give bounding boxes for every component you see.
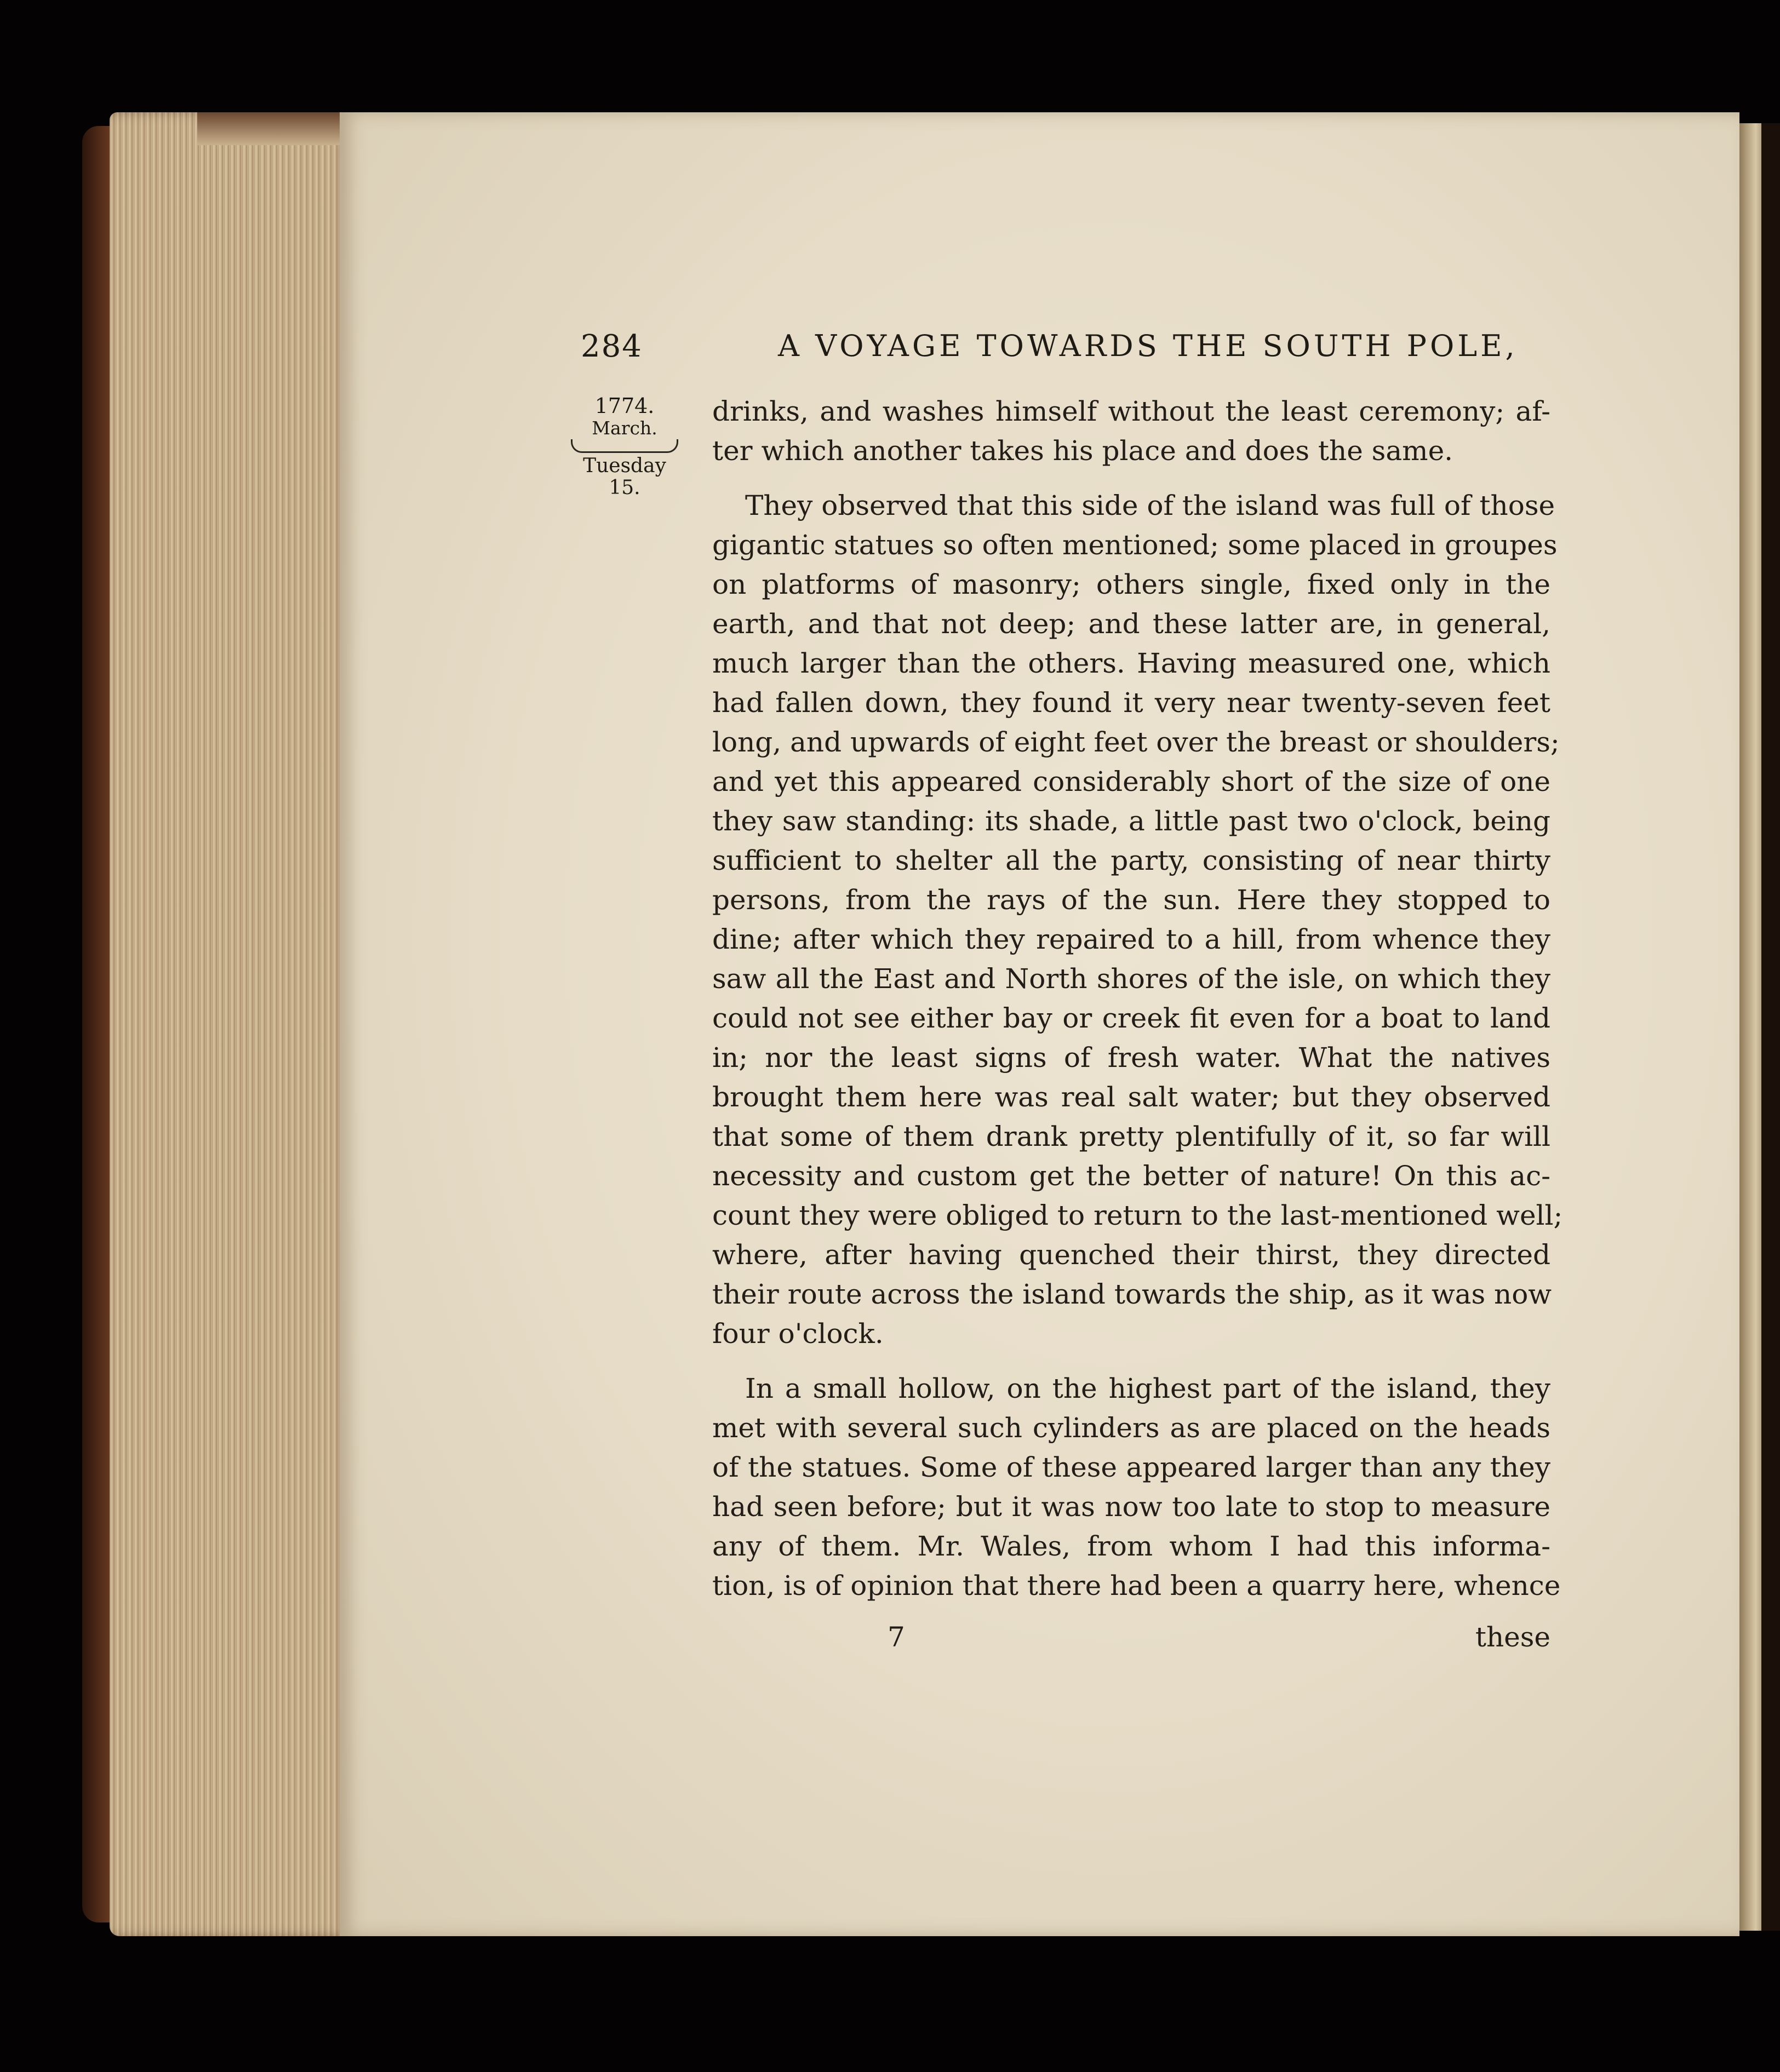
text-line: had fallen down, they found it very near twenty-seven feet	[712, 687, 1550, 719]
text-line: that some of them drank pretty plentifully of it, so far will	[712, 1121, 1550, 1152]
text-line: any of them. Mr. Wales, from whom I had this informa-	[712, 1530, 1550, 1562]
body-text	[712, 392, 1563, 1605]
text-line: count they were obliged to return to the last-mentioned well;	[712, 1199, 1563, 1231]
text-line: persons, from the rays of the sun. Here they stopped to	[712, 884, 1550, 916]
text-line: much larger than the others. Having measured one, which	[712, 647, 1550, 679]
paragraph-2	[712, 486, 1555, 525]
text-line: gigantic statues so often mentioned; some placed in groupes	[712, 529, 1558, 561]
text-line: drinks, and washes himself without the least ceremony; af-	[712, 395, 1550, 427]
paragraph-2-continued	[712, 525, 1563, 1353]
text-line: could not see either bay or creek fit even for a boat to land	[712, 1002, 1550, 1034]
brace-ornament	[571, 439, 678, 453]
text-line: on platforms of masonry; others single, fixed only in the	[712, 569, 1550, 600]
text-line: of the statues. Some of these appeared larger than any they	[712, 1451, 1550, 1483]
marginal-month: March.	[592, 417, 657, 439]
paragraph-1	[712, 392, 1550, 470]
text-line: dine; after which they repaired to a hill, from whence they	[712, 923, 1550, 955]
marginal-year: 1774.	[594, 394, 655, 418]
text-line: in; nor the least signs of fresh water. What the natives	[712, 1042, 1550, 1074]
paragraph-3	[712, 1369, 1561, 1605]
text-line: tion, is of opinion that there had been a quarry here, whence	[712, 1570, 1561, 1602]
text-line: had seen before; but it was now too late to stop to measure	[712, 1491, 1550, 1523]
signature-mark: 7	[888, 1621, 905, 1653]
text-line: saw all the East and North shores of the isle, on which they	[712, 963, 1550, 995]
text-line: four o'clock.	[712, 1318, 884, 1350]
text-line: their route across the island towards the ship, as it was now	[712, 1278, 1552, 1310]
catchword: these	[1475, 1621, 1550, 1653]
marginal-day: Tuesday 15.	[583, 455, 666, 499]
marginal-date-note	[564, 393, 685, 499]
text-line: earth, and that not deep; and these latter are, in general,	[712, 608, 1550, 640]
text-line: brought them here was real salt water; but they observed	[712, 1081, 1550, 1113]
text-line: where, after having quenched their thirst, they directed	[712, 1239, 1550, 1271]
text-line: ter which another takes his place and does the same.	[712, 435, 1453, 467]
text-line: They observed that this side of the island was full of those	[745, 490, 1555, 521]
page-number: 284	[581, 329, 643, 364]
text-line: long, and upwards of eight feet over the breast or shoulders;	[712, 726, 1560, 758]
text-line: sufficient to shelter all the party, consisting of near thirty	[712, 845, 1550, 876]
text-line: met with several such cylinders as are placed on the heads	[712, 1412, 1550, 1444]
text-line: In a small hollow, on the highest part of the island, they	[745, 1373, 1550, 1404]
page-edges	[110, 112, 351, 1936]
facing-page-shadow	[1761, 123, 1780, 1931]
text-line: and yet this appeared considerably short of the size of one	[712, 766, 1550, 797]
page-footer	[712, 1621, 1550, 1661]
page-edges-top	[197, 112, 351, 145]
text-line: necessity and custom get the better of nature! On this ac-	[712, 1160, 1550, 1192]
page-header	[581, 329, 1545, 372]
text-line: they saw standing: its shade, a little past two o'clock, being	[712, 805, 1550, 837]
running-head: A VOYAGE TOWARDS THE SOUTH POLE,	[778, 329, 1518, 363]
